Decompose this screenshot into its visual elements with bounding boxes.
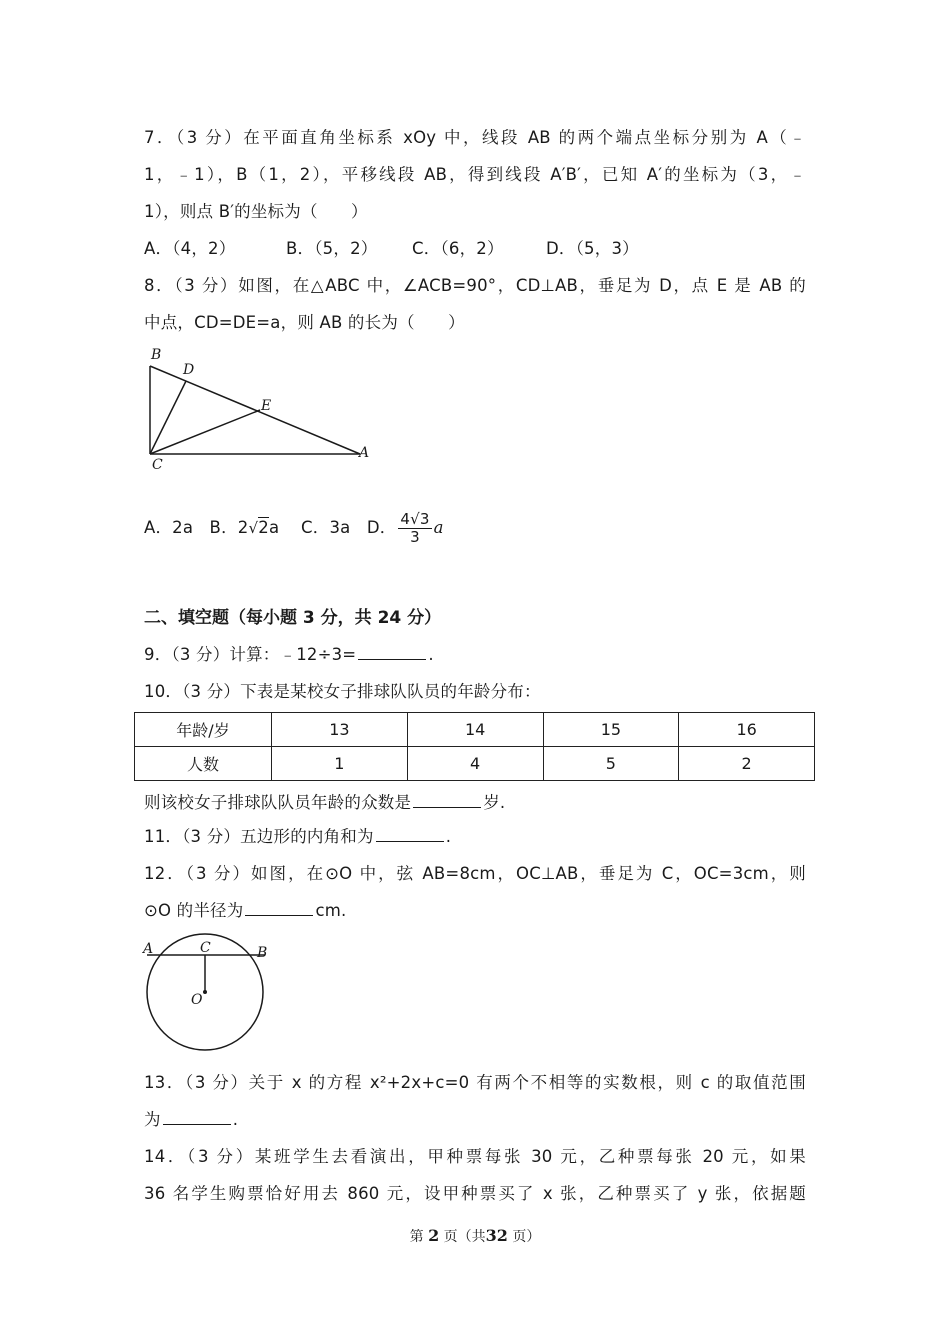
page-footer: 第 2 页（共32 页）	[409, 1226, 541, 1245]
table-row	[135, 747, 815, 781]
q12-circle-figure	[140, 928, 275, 1056]
age-distribution-table	[134, 712, 815, 781]
q8-option-a: A．2a	[144, 518, 194, 537]
q9-answer-blank[interactable]	[358, 645, 426, 660]
q14-line-1: 14．（3 分）某班学生去看演出，甲种票每张 30 元，乙种票每张 20 元，如果	[144, 1147, 806, 1166]
q13-answer-blank[interactable]	[163, 1110, 231, 1125]
label-o: O	[191, 992, 203, 1008]
q7-line-1: 7．（3 分）在平面直角坐标系 xOy 中，线段 AB 的两个端点坐标分别为 A（﹣	[144, 128, 806, 147]
segment-cd	[150, 381, 186, 454]
table-cell: 2	[679, 747, 815, 781]
q11-answer-blank[interactable]	[376, 827, 444, 842]
q8-line-1: 8．（3 分）如图，在△ABC 中，∠ACB=90°，CD⊥AB，垂足为 D，点 E 是 AB 的	[144, 276, 806, 295]
page-number: 2	[428, 1226, 440, 1245]
table-cell: 4	[407, 747, 543, 781]
table-cell: 14	[407, 713, 543, 747]
table-row	[135, 713, 815, 747]
center-point	[203, 990, 207, 994]
q7-option-a: A．（4，2）	[144, 239, 236, 258]
q11: 11．（3 分）五边形的内角和为 .	[144, 827, 452, 846]
q10-answer-blank[interactable]	[413, 793, 481, 808]
q10-text: 10．（3 分）下表是某校女子排球队队员的年龄分布：	[144, 682, 541, 701]
label-b: B	[257, 945, 268, 961]
table-cell: 1	[272, 747, 408, 781]
q13-line-1: 13．（3 分）关于 x 的方程 x²+2x+c=0 有两个不相等的实数根，则 c 的取值范围	[144, 1073, 806, 1092]
table-cell: 5	[543, 747, 679, 781]
label-d: D	[183, 362, 195, 378]
label-e: E	[261, 398, 272, 414]
q8-option-c: C．3a	[301, 518, 351, 537]
q8-triangle-figure	[140, 340, 380, 475]
q8-option-b: B．2√2a	[209, 518, 280, 537]
q12-answer-blank[interactable]	[245, 901, 313, 916]
section-2-heading: 二、填空题（每小题 3 分，共 24 分）	[144, 608, 442, 628]
total-pages: 32	[485, 1226, 508, 1245]
q8-options	[144, 510, 444, 546]
table-row-label: 人数	[135, 747, 272, 781]
q9: 9．（3 分）计算：﹣12÷3= .	[144, 645, 434, 664]
q13-line-2: 为 .	[144, 1110, 239, 1129]
q12-line-2: ⊙O 的半径为 cm.	[144, 901, 347, 920]
q7-option-d: D．（5，3）	[546, 239, 639, 258]
q14-line-2: 36 名学生购票恰好用去 860 元，设甲种票买了 x 张，乙种票买了 y 张，依据题	[144, 1184, 806, 1203]
q7-line-2: 1，﹣1），B（1，2），平移线段 AB，得到线段 A′B′，已知 A′的坐标为（3，﹣	[144, 165, 806, 184]
q12-line-1: 12．（3 分）如图，在⊙O 中，弦 AB=8cm，OC⊥AB，垂足为 C，OC=3cm，则	[144, 864, 806, 883]
table-cell: 16	[679, 713, 815, 747]
label-c: C	[200, 940, 211, 956]
label-a: A	[143, 941, 154, 957]
label-c: C	[152, 457, 163, 473]
q7-option-b: B．（5，2）	[286, 239, 378, 258]
q8-option-d: D． $\frac{4√3}{3}$ a	[366, 510, 444, 546]
q7-line-3: 1），则点 B′的坐标为（ ）	[144, 202, 368, 221]
label-a: A	[359, 445, 370, 461]
q7-options	[144, 235, 639, 259]
table-cell: 13	[272, 713, 408, 747]
segment-ce	[150, 410, 260, 454]
q10-after: 则该校女子排球队队员年龄的众数是 岁.	[144, 793, 506, 812]
table-header-label: 年龄/岁	[135, 713, 272, 747]
label-b: B	[151, 347, 162, 363]
table-cell: 15	[543, 713, 679, 747]
q7-option-c: C．（6，2）	[412, 239, 504, 258]
q8-line-2: 中点，CD=DE=a，则 AB 的长为（ ）	[144, 313, 465, 332]
